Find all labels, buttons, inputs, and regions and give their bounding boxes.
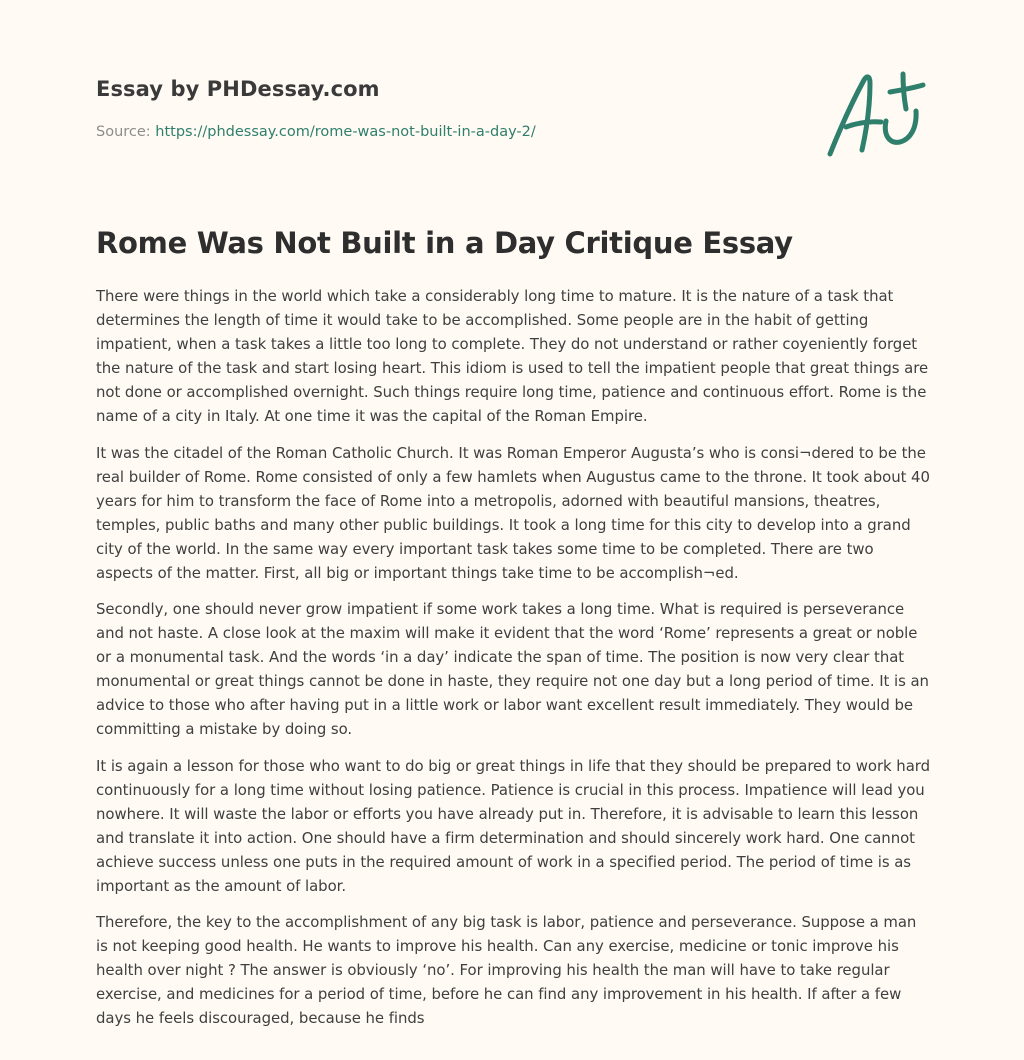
- a-plus-logo-icon: [822, 66, 930, 166]
- essay-paragraph: Secondly, one should never grow impatient if some work takes a long time. What is required is perseverance and not haste. A close look at the maxim will make it evident that the word ‘Rome’ represents a great or noble or a monumental task. And the words ‘in a day’ indicate the span of time. The position is now very clear that monumental or great things cannot be done in haste, they require not one day but a long period of time. It is an advice to those who after having put in a little work or labor want excellent result immediately. They would be committing a mistake by doing so.: [96, 600, 929, 738]
- essay-title: Rome Was Not Built in a Day Critique Essay: [96, 226, 793, 260]
- source-label: Source:: [96, 124, 151, 140]
- site-brand-title: Essay by PHDessay.com: [96, 77, 380, 101]
- source-url-link[interactable]: https://phdessay.com/rome-was-not-built-in-a-day-2/: [155, 124, 536, 140]
- essay-paragraph: It was the citadel of the Roman Catholic Church. It was Roman Emperor Augusta’s who is consi¬dered to be the real builder of Rome. Rome consisted of only a few hamlets when Augustus came to the throne. It took about 40 years for him to transform the face of Rome into a metropolis, adorned with beautiful mansions, theatres, temples, public baths and many other public buildings. It took a long time for this city to develop into a grand city of the world. In the same way every important task takes some time to be completed. There are two aspects of the matter. First, all big or important things take time to be accomplish¬ed.: [96, 443, 930, 582]
- essay-paragraph: There were things in the world which take a considerably long time to mature. It is the nature of a task that determines the length of time it would take to be accomplished. Some people are in the habit of getting impatient, when a task takes a little too long to complete. They do not understand or rather coyeniently forget the nature of the task and start losing heart. This idiom is used to tell the impatient people that great things are not done or accomplished overnight. Such things require long time, patience and continuous effort. Rome is the name of a city in Italy. At one time it was the capital of the Roman Empire.: [96, 287, 929, 425]
- essay-body: [96, 284, 930, 1043]
- essay-paragraph: Therefore, the key to the accomplishment of any big task is labor, patience and perseverance. Suppose a man is not keeping good health. He wants to improve his health. Can any exercise, medicine or tonic improve his health over night ? The answer is obviously ‘no’. For improving his health the man will have to take regular exercise, and medicines for a period of time, before he can find any improvement in his health. If after a few days he feels discouraged, because he finds: [96, 913, 917, 1027]
- source-line: [96, 124, 536, 140]
- essay-paragraph: It is again a lesson for those who want to do big or great things in life that they should be prepared to work hard continuously for a long time without losing patience. Patience is crucial in this process. Impatience will lead you nowhere. It will waste the labor or efforts you have already put in. Therefore, it is advisable to learn this lesson and translate it into action. One should have a firm determination and should sincerely work hard. One cannot achieve success unless one puts in the required amount of work in a specified period. The period of time is as important as the amount of labor.: [96, 756, 930, 895]
